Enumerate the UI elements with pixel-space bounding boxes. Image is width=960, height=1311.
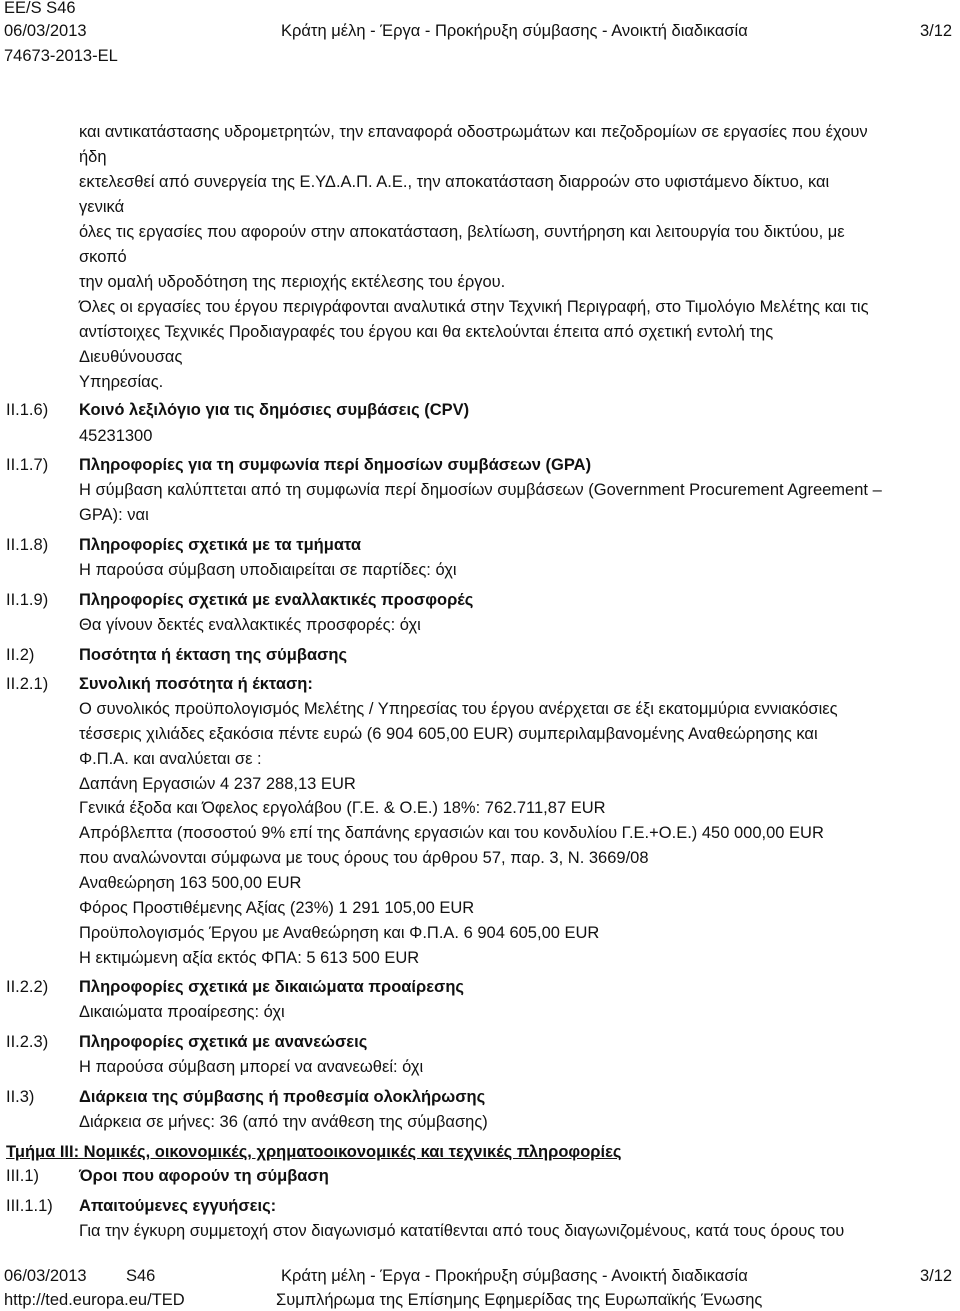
section-text: Η εκτιμώμενη αξία εκτός ΦΠΑ: 5 613 500 EUR [79, 949, 420, 967]
section-number: II.3) [6, 1088, 35, 1106]
section-number: II.2.1) [6, 675, 49, 693]
text-line: Διευθύνουσας [79, 348, 183, 366]
section-heading: Κοινό λεξιλόγιο για τις δημόσιες συμβάσεις (CPV) [79, 401, 470, 419]
part-title: Τμήμα III: Νομικές, οικονομικές, χρηματοοικονομικές και τεχνικές πληροφορίες [6, 1143, 622, 1161]
footer-title: Κράτη μέλη - Έργα - Προκήρυξη σύμβασης - Ανοικτή διαδικασία [281, 1267, 748, 1285]
section-text: Φόρος Προστιθέμενης Αξίας (23%) 1 291 105,00 EUR [79, 899, 475, 917]
section-number: II.1.9) [6, 591, 49, 609]
footer-series: S46 [126, 1267, 156, 1285]
section-text: Ο συνολικός προϋπολογισμός Μελέτης / Υπηρεσίας του έργου ανέρχεται σε έξι εκατομμύρια εννιακόσιες [79, 700, 838, 718]
footer-url[interactable]: http://ted.europa.eu/TED [4, 1291, 185, 1309]
section-heading: Πληροφορίες για τη συμφωνία περί δημοσίων συμβάσεων (GPA) [79, 456, 592, 474]
text-line: και αντικατάστασης υδρομετρητών, την επαναφορά οδοστρωμάτων και πεζοδρομίων σε εργασίες που έχουν [79, 123, 868, 141]
section-number: II.1.7) [6, 456, 49, 474]
section-heading: Πληροφορίες σχετικά με τα τμήματα [79, 536, 362, 554]
section-text: Δαπάνη Εργασιών 4 237 288,13 EUR [79, 775, 356, 793]
section-text: Γενικά έξοδα και Όφελος εργολάβου (Γ.Ε. & Ο.Ε.) 18%: 762.711,87 EUR [79, 799, 606, 817]
section-number: II.2.2) [6, 978, 49, 996]
section-number: III.1) [6, 1167, 40, 1185]
section-heading: Απαιτούμενες εγγυήσεις: [79, 1197, 277, 1215]
header-doc-id: 74673-2013-EL [4, 47, 118, 65]
section-text: Δικαιώματα προαίρεσης: όχι [79, 1003, 285, 1021]
footer-date: 06/03/2013 [4, 1267, 87, 1285]
text-line: γενικά [79, 198, 125, 216]
text-line: την ομαλή υδροδότηση της περιοχής εκτέλεσης του έργου. [79, 273, 506, 291]
section-text: Για την έγκυρη συμμετοχή στον διαγωνισμό κατατίθενται από τους διαγωνιζομένους, κατά τους όρους του [79, 1222, 845, 1240]
section-text: Φ.Π.Α. και αναλύεται σε : [79, 750, 262, 768]
text-line: εκτελεσθεί από συνεργεία της Ε.ΥΔ.Α.Π. Α.Ε., την αποκατάσταση διαρροών στο υφιστάμενο δίκτυο, και [79, 173, 830, 191]
section-text: Θα γίνουν δεκτές εναλλακτικές προσφορές: όχι [79, 616, 421, 634]
section-heading: Πληροφορίες σχετικά με δικαιώματα προαίρεσης [79, 978, 464, 996]
section-heading: Όροι που αφορούν τη σύμβαση [79, 1167, 329, 1185]
section-number: II.2) [6, 646, 35, 664]
header-title: Κράτη μέλη - Έργα - Προκήρυξη σύμβασης - Ανοικτή διαδικασία [281, 22, 748, 40]
text-line: όλες τις εργασίες που αφορούν στην αποκατάσταση, βελτίωση, συντήρηση και λειτουργία του δικτύου, με [79, 223, 845, 241]
footer-subtitle: Συμπλήρωμα της Επίσημης Εφημερίδας της Ευρωπαϊκής Ένωσης [276, 1291, 763, 1309]
section-text: GPA): ναι [79, 506, 149, 524]
section-text: Διάρκεια σε μήνες: 36 (από την ανάθεση της σύμβασης) [79, 1113, 488, 1131]
section-heading: Πληροφορίες σχετικά με ανανεώσεις [79, 1033, 368, 1051]
text-line: αντίστοιχες Τεχνικές Προδιαγραφές του έργου και θα εκτελούνται έπειτα από σχετική εντολή της [79, 323, 774, 341]
header-date: 06/03/2013 [4, 22, 87, 40]
section-heading: Διάρκεια της σύμβασης ή προθεσμία ολοκλήρωσης [79, 1088, 486, 1106]
section-heading: Ποσότητα ή έκταση της σύμβασης [79, 646, 348, 664]
section-text: που αναλώνονται σύμφωνα με τους όρους του άρθρου 57, παρ. 3, Ν. 3669/08 [79, 849, 649, 867]
section-number: II.1.6) [6, 401, 49, 419]
text-line: σκοπό [79, 248, 127, 266]
text-line: Όλες οι εργασίες του έργου περιγράφονται αναλυτικά στην Τεχνική Περιγραφή, στο Τιμολόγιο Μελέτης και τις [79, 298, 869, 316]
section-number: III.1.1) [6, 1197, 53, 1215]
section-text: 45231300 [79, 427, 153, 445]
section-text: Η σύμβαση καλύπτεται από τη συμφωνία περί δημοσίων συμβάσεων (Government Procurement Agreement – [79, 481, 882, 499]
section-heading: Πληροφορίες σχετικά με εναλλακτικές προσφορές [79, 591, 474, 609]
section-heading: Συνολική ποσότητα ή έκταση: [79, 675, 313, 693]
header-page-number: 3/12 [920, 22, 953, 40]
section-text: Προϋπολογισμός Έργου με Αναθεώρηση και Φ.Π.Α. 6 904 605,00 EUR [79, 924, 600, 942]
section-text: Απρόβλεπτα (ποσοστού 9% επί της δαπάνης εργασιών και του κονδυλίου Γ.Ε.+Ο.Ε.) 450 000,00 EUR [79, 824, 824, 842]
doc-type: EE/S S46 [4, 0, 76, 17]
section-text: Η παρούσα σύμβαση μπορεί να ανανεωθεί: όχι [79, 1058, 424, 1076]
section-text: τέσσερις χιλιάδες εξακόσια πέντε ευρώ (6 904 605,00 EUR) συμπεριλαμβανομένης Αναθεώρησης και [79, 725, 818, 743]
text-line: Υπηρεσίας. [79, 373, 164, 391]
section-number: II.1.8) [6, 536, 49, 554]
section-text: Η παρούσα σύμβαση υποδιαιρείται σε παρτίδες: όχι [79, 561, 457, 579]
section-number: II.2.3) [6, 1033, 49, 1051]
section-text: Αναθεώρηση 163 500,00 EUR [79, 874, 302, 892]
text-line: ήδη [79, 148, 107, 166]
footer-page-number: 3/12 [920, 1267, 953, 1285]
